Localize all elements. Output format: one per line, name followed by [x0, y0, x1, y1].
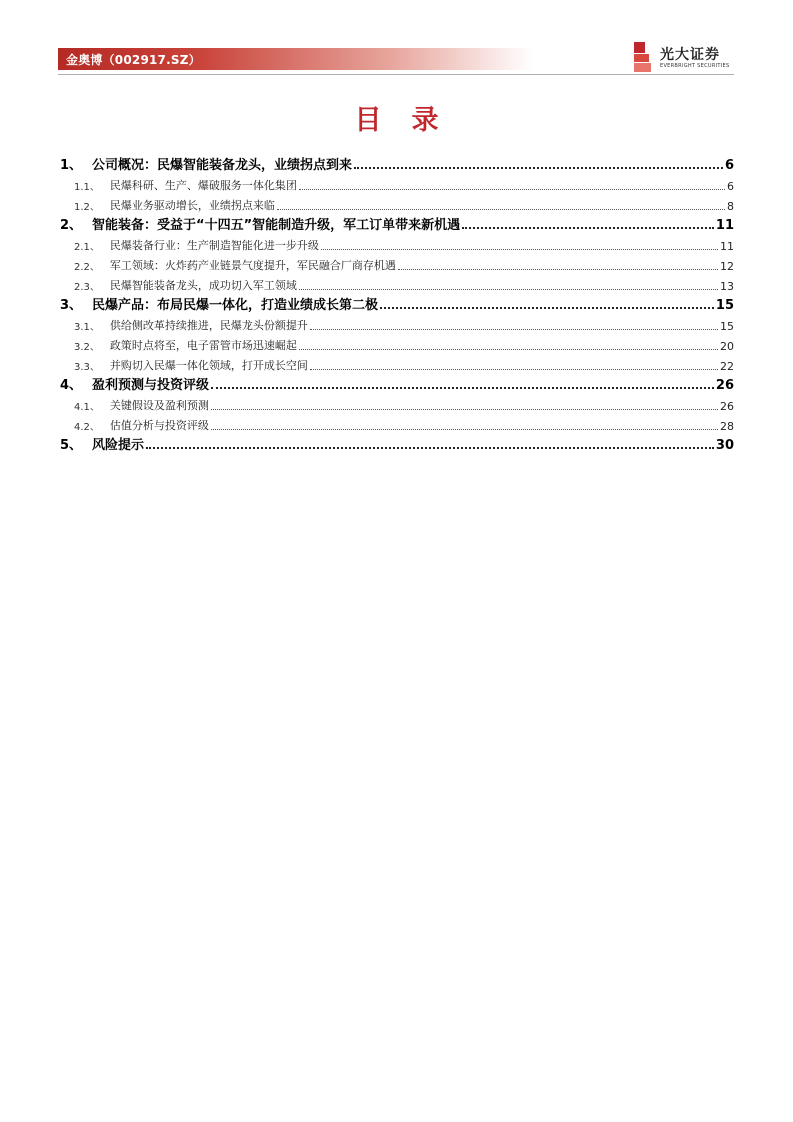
logo-english-name: EVERBRIGHT SECURITIES: [660, 63, 730, 69]
toc-entry-page-number: 28: [720, 420, 734, 433]
toc-entry-label: 民爆业务驱动增长，业绩拐点来临: [109, 199, 275, 212]
toc-entry-page-number: 6: [724, 158, 734, 173]
toc-entry-page-number: 8: [727, 200, 734, 213]
toc-dot-leader: [146, 447, 714, 449]
toc-entry-page-number: 20: [720, 340, 734, 353]
toc-entry-label: 民爆科研、生产、爆破服务一体化集团: [109, 179, 297, 192]
everbright-logo-icon: [634, 42, 652, 72]
table-of-contents: [60, 153, 734, 453]
toc-entry-label: 公司概况：民爆智能装备龙头，业绩拐点到来: [92, 158, 353, 173]
toc-subsection-entry[interactable]: [60, 253, 734, 273]
toc-entry-number: 4.2、: [74, 422, 100, 433]
page-header: [58, 40, 734, 76]
toc-dot-leader: [398, 269, 718, 270]
toc-entry-page-number: 15: [715, 298, 734, 313]
toc-entry-number: 4.1、: [74, 402, 100, 413]
toc-dot-leader: [354, 167, 723, 169]
toc-subsection-entry[interactable]: [60, 313, 734, 333]
toc-entry-number: 3.3、: [74, 362, 100, 373]
toc-entry-label: 盈利预测与投资评级: [92, 378, 210, 393]
toc-entry-label: 民爆产品：布局民爆一体化，打造业绩成长第二极: [92, 298, 379, 313]
toc-entry-label: 并购切入民爆一体化领域，打开成长空间: [109, 359, 308, 372]
toc-dot-leader: [321, 249, 718, 250]
toc-subsection-entry[interactable]: [60, 333, 734, 353]
toc-entry-number: 1.2、: [74, 202, 100, 213]
toc-subsection-entry[interactable]: [60, 193, 734, 213]
toc-section-entry[interactable]: [60, 373, 734, 393]
toc-dot-leader: [277, 209, 725, 210]
toc-subsection-entry[interactable]: [60, 393, 734, 413]
toc-dot-leader: [380, 307, 714, 309]
toc-entry-page-number: 12: [720, 260, 734, 273]
toc-subsection-entry[interactable]: [60, 173, 734, 193]
toc-entry-page-number: 6: [727, 180, 734, 193]
toc-entry-label: 军工领域：火炸药产业链景气度提升，军民融合厂商存机遇: [109, 259, 396, 272]
toc-entry-label: 估值分析与投资评级: [109, 419, 209, 432]
toc-entry-label: 供给侧改革持续推进，民爆龙头份额提升: [109, 319, 308, 332]
toc-entry-number: 2.2、: [74, 262, 100, 273]
toc-entry-page-number: 26: [720, 400, 734, 413]
toc-dot-leader: [211, 387, 714, 389]
toc-entry-label: 关键假设及盈利预测: [109, 399, 209, 412]
toc-dot-leader: [310, 329, 718, 330]
toc-entry-page-number: 11: [720, 240, 734, 253]
toc-entry-label: 智能装备：受益于“十四五”智能制造升级，军工订单带来新机遇: [92, 218, 461, 233]
toc-dot-leader: [211, 429, 718, 430]
header-company-name: 金奥博（002917.SZ）: [66, 53, 201, 67]
toc-section-entry[interactable]: [60, 213, 734, 233]
toc-dot-leader: [299, 189, 725, 190]
toc-subsection-entry[interactable]: [60, 413, 734, 433]
toc-entry-page-number: 15: [720, 320, 734, 333]
toc-section-entry[interactable]: [60, 433, 734, 453]
toc-dot-leader: [211, 409, 718, 410]
toc-entry-page-number: 22: [720, 360, 734, 373]
toc-entry-label: 政策时点将至，电子雷管市场迅速崛起: [109, 339, 297, 352]
toc-dot-leader: [299, 349, 718, 350]
toc-entry-number: 3.1、: [74, 322, 100, 333]
page-title: 目录: [354, 105, 469, 136]
toc-entry-number: 5、: [60, 438, 83, 453]
toc-entry-label: 民爆装备行业：生产制造智能化进一步升级: [109, 239, 319, 252]
toc-dot-leader: [299, 289, 718, 290]
toc-dot-leader: [462, 227, 714, 229]
toc-entry-number: 1.1、: [74, 182, 100, 193]
toc-entry-page-number: 13: [720, 280, 734, 293]
logo-chinese-name: 光大证券: [660, 47, 720, 63]
header-divider: [58, 74, 734, 75]
toc-entry-number: 2、: [60, 218, 83, 233]
toc-entry-page-number: 30: [715, 438, 734, 453]
toc-entry-number: 2.3、: [74, 282, 100, 293]
toc-entry-label: 民爆智能装备龙头，成功切入军工领域: [109, 279, 297, 292]
toc-section-entry[interactable]: [60, 293, 734, 313]
toc-subsection-entry[interactable]: [60, 353, 734, 373]
toc-entry-number: 3.2、: [74, 342, 100, 353]
toc-entry-number: 4、: [60, 378, 83, 393]
toc-entry-number: 2.1、: [74, 242, 100, 253]
toc-subsection-entry[interactable]: [60, 273, 734, 293]
toc-entry-number: 1、: [60, 158, 83, 173]
toc-dot-leader: [310, 369, 718, 370]
toc-section-entry[interactable]: [60, 153, 734, 173]
everbright-logo: [634, 42, 734, 72]
toc-subsection-entry[interactable]: [60, 233, 734, 253]
toc-entry-label: 风险提示: [92, 438, 145, 453]
toc-entry-page-number: 26: [715, 378, 734, 393]
toc-entry-number: 3、: [60, 298, 83, 313]
toc-entry-page-number: 11: [715, 218, 734, 233]
